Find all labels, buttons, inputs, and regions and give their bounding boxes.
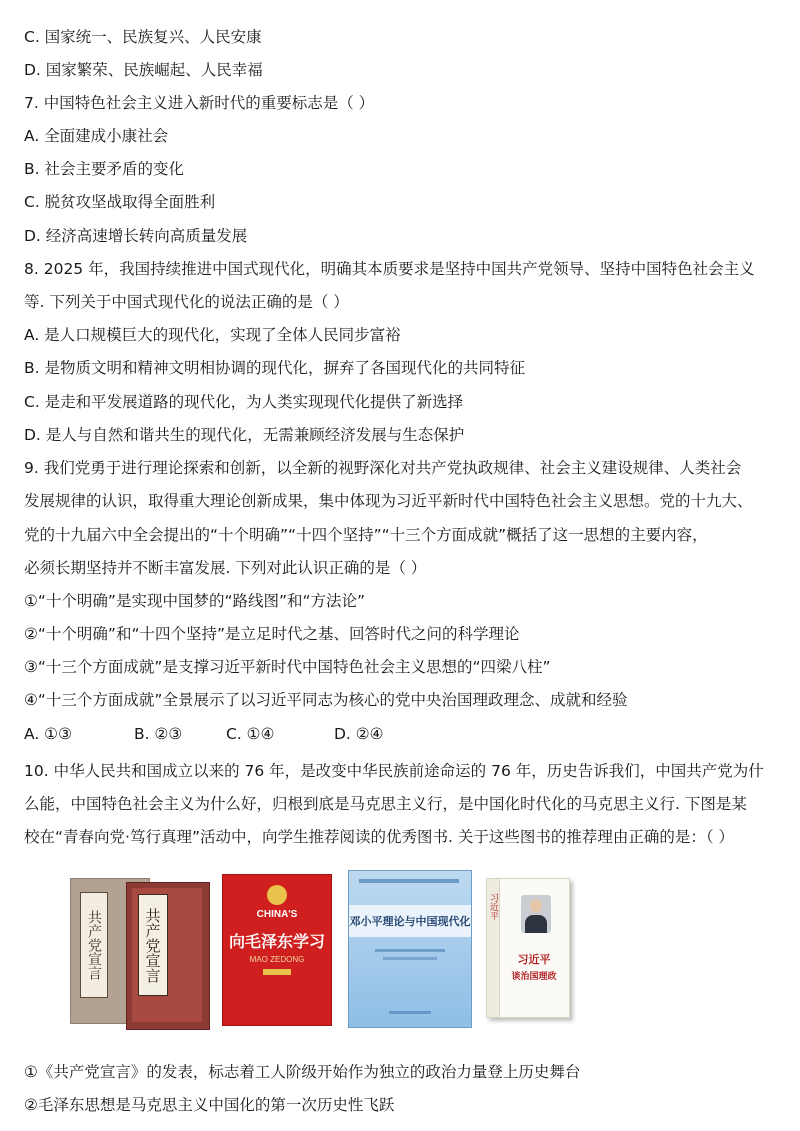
book1-right-title: 共产党宣言 <box>143 907 162 983</box>
q6-option-c: C. 国家统一、民族复兴、人民安康 <box>24 28 262 46</box>
book4-spine-text: 习近平 <box>488 893 498 920</box>
q9-statement-2: ②“十个明确”和“十四个坚持”是立足时代之基、回答时代之问的科学理论 <box>24 625 520 643</box>
q8-option-a: A. 是人口规模巨大的现代化，实现了全体人民同步富裕 <box>24 326 401 344</box>
book2-en-label: CHINA'S <box>256 909 298 920</box>
book4-portrait <box>521 895 551 933</box>
q8-stem-line1: 8. 2025 年，我国持续推进中国式现代化，明确其本质要求是坚持中国共产党领导、坚持中国特色社会主义 <box>24 260 755 278</box>
q10-stem-line1: 10. 中华人民共和国成立以来的 76 年，是改变中华民族前途命运的 76 年，历史告诉我们，中国共产党为什 <box>24 762 764 780</box>
book4-title: 谈治国理政 <box>511 972 557 982</box>
book2-en-subtitle: MAO ZEDONG <box>249 955 305 964</box>
q9-stem-line2: 发展规律的认识，取得重大理论创新成果，集中体现为习近平新时代中国特色社会主义思想。党的十九大、 <box>24 492 753 510</box>
q8-option-b: B. 是物质文明和精神文明相协调的现代化，摒弃了各国现代化的共同特征 <box>24 359 525 377</box>
recommended-books-figure <box>0 860 800 1035</box>
q7-option-a: A. 全面建成小康社会 <box>24 127 169 145</box>
book-learn-from-mao <box>222 874 332 1026</box>
q7-option-b: B. 社会主要矛盾的变化 <box>24 160 184 178</box>
q9-stem-line3: 党的十九届六中全会提出的“十个明确”“十四个坚持”“十三个方面成就”概括了这一思想的主要内容， <box>24 526 708 544</box>
q10-stem-line3: 校在“青春向党·笃行真理”活动中，向学生推荐阅读的优秀图书. 关于这些图书的推荐理由正确的是：（ ） <box>24 828 735 846</box>
q8-stem-line2: 等. 下列关于中国式现代化的说法正确的是（ ） <box>24 293 349 311</box>
q9-choice-a: A. ①③ <box>24 725 72 743</box>
q10-stem-line2: 么能，中国特色社会主义为什么好，归根到底是马克思主义行，是中国化时代化的马克思主义行. 下图是某 <box>24 795 747 813</box>
q9-choice-c: C. ①④ <box>226 725 275 743</box>
q6-option-d: D. 国家繁荣、民族崛起、人民幸福 <box>24 61 263 79</box>
q9-choices <box>24 724 780 744</box>
q7-option-c: C. 脱贫攻坚战取得全面胜利 <box>24 193 216 211</box>
book2-logo-mark <box>267 885 287 905</box>
book-communist-manifesto <box>70 878 208 1028</box>
q9-statement-1: ①“十个明确”是实现中国梦的“路线图”和“方法论” <box>24 592 366 610</box>
q7-option-d: D. 经济高速增长转向高质量发展 <box>24 227 248 245</box>
q8-option-d: D. 是人与自然和谐共生的现代化，无需兼顾经济发展与生态保护 <box>24 426 465 444</box>
book2-title: 向毛泽东学习 <box>228 932 325 951</box>
q10-statement-2: ②毛泽东思想是马克思主义中国化的第一次历史性飞跃 <box>24 1096 395 1114</box>
q7-stem: 7. 中国特色社会主义进入新时代的重要标志是（ ） <box>24 94 375 112</box>
q9-stem-line1: 9. 我们党勇于进行理论探索和创新，以全新的视野深化对共产党执政规律、社会主义建设规律、人类社会 <box>24 459 742 477</box>
book4-author: 习近平 <box>517 953 551 966</box>
book-xi-governance <box>486 878 570 1018</box>
book-deng-theory <box>348 870 472 1028</box>
q9-statement-3: ③“十三个方面成就”是支撑习近平新时代中国特色社会主义思想的“四梁八柱” <box>24 658 551 676</box>
q9-statement-4: ④“十三个方面成就”全景展示了以习近平同志为核心的党中央治国理政理念、成就和经验 <box>24 691 628 709</box>
book3-title: 邓小平理论与中国现代化 <box>349 915 471 928</box>
book1-left-title: 共产党宣言 <box>86 910 102 980</box>
q9-choice-d: D. ②④ <box>334 725 384 743</box>
q10-statement-1: ①《共产党宣言》的发表，标志着工人阶级开始作为独立的政治力量登上历史舞台 <box>24 1063 581 1081</box>
q9-stem-line4: 必须长期坚持并不断丰富发展. 下列对此认识正确的是（ ） <box>24 559 427 577</box>
q9-choice-b: B. ②③ <box>134 725 183 743</box>
q8-option-c: C. 是走和平发展道路的现代化，为人类实现现代化提供了新选择 <box>24 393 464 411</box>
